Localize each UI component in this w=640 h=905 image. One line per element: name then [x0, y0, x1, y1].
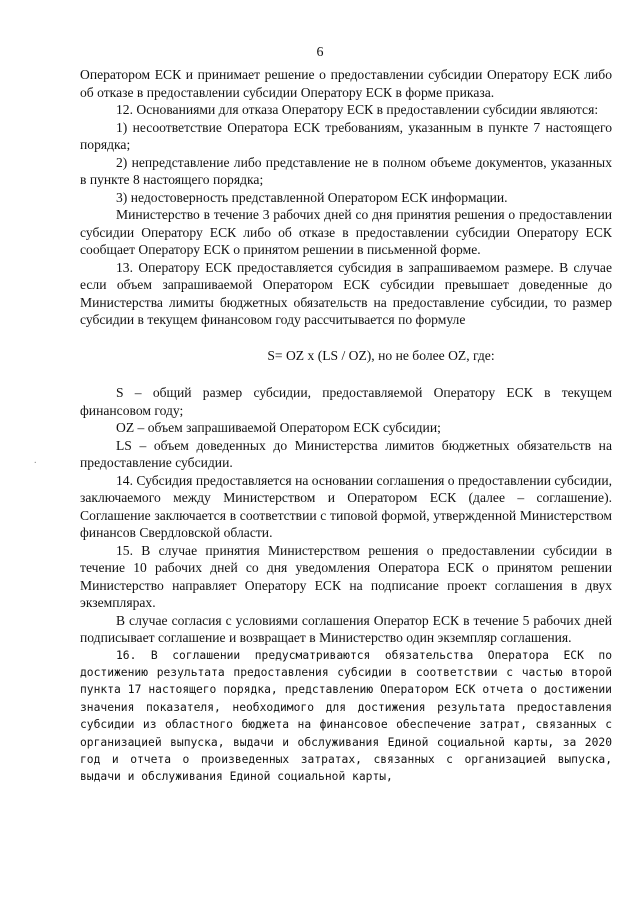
document-body [80, 66, 612, 786]
paragraph-15: 15. В случае принятия Министерством решения о предоставлении субсидии в течение 10 рабочих дней со дня уведомления Оператора ЕСК о принятом решении Министерство направляет Оператору ЕСК на подписание проект соглашения в двух экземплярах. [80, 542, 612, 610]
paragraph-14: 14. Субсидия предоставляется на основании соглашения о предоставлении субсидии, заключаемого между Министерством и Оператором ЕСК (далее – соглашение). Соглашение заключается в соответствии с типовой формой, утвержденной Министерством финансов Свердловской области. [80, 472, 612, 540]
paragraph-ministry-decision: Министерство в течение 3 рабочих дней со дня принятия решения о предоставлении субсидии Оператору ЕСК либо об отказе в предоставлении субсидии Оператору ЕСК сообщает Оператору ЕСК о принятом решении в письменной форме. [80, 207, 612, 257]
paragraph-continuation: Оператором ЕСК и принимает решение о предоставлении субсидии Оператору ЕСК либо об отказе в предоставлении субсидии Оператору ЕСК в форме приказа. [80, 67, 612, 100]
page-number: 6 [316, 45, 324, 60]
list-item-2: 2) непредставление либо представление не в полном объеме документов, указанных в пункте 8 настоящего порядка; [80, 154, 612, 187]
list-item-3: 3) недостоверность представленной Оператором ЕСК информации. [116, 189, 508, 205]
formula: S= OZ x (LS / OZ), но не более OZ, где: [267, 347, 495, 363]
definition-ls: LS – объем доведенных до Министерства лимитов бюджетных обязательств на предоставление субсидии. [80, 437, 612, 470]
list-item-1: 1) несоответствие Оператора ЕСК требованиям, указанным в пункте 7 настоящего порядка; [80, 119, 612, 152]
definition-s: S – общий размер субсидии, предоставляемой Оператору ЕСК в текущем финансовом году; [80, 385, 612, 418]
paragraph-13: 13. Оператору ЕСК предоставляется субсидия в запрашиваемом размере. В случае если объем запрашиваемой Оператором ЕСК субсидии превышает доведенные до Министерства лимиты бюджетных обязательств на предоставление субсидии, то размер субсидии в текущем финансовом году рассчитывается по формуле [80, 259, 612, 327]
paragraph-agreement-consent: В случае согласия с условиями соглашения Оператор ЕСК в течение 5 рабочих дней подписывает соглашение и возвращает в Министерство один экземпляр соглашения. [80, 612, 612, 645]
paragraph-16: 16. В соглашении предусматриваются обязательства Оператора ЕСК по достижению результата предоставления субсидии в соответствии с частью второй пункта 17 настоящего порядка, представлению Оператором ЕСК отчета о достижении значения показателя, необходимого для достижения результата предоставления субсидии из областного бюджета на финансовое обеспечение затрат, связанных с организацией выпуска, выдачи и обслуживания Единой социальной карты, за 2020 год и отчета о произведенных затратах, связанных с организацией выпуска, выдачи и обслуживания Единой социальной карты, [80, 648, 612, 784]
paragraph-12: 12. Основаниями для отказа Оператору ЕСК в предоставлении субсидии являются: [116, 102, 599, 117]
definition-oz: OZ – объем запрашиваемой Оператором ЕСК субсидии; [116, 420, 441, 435]
margin-mark: . [34, 455, 37, 466]
